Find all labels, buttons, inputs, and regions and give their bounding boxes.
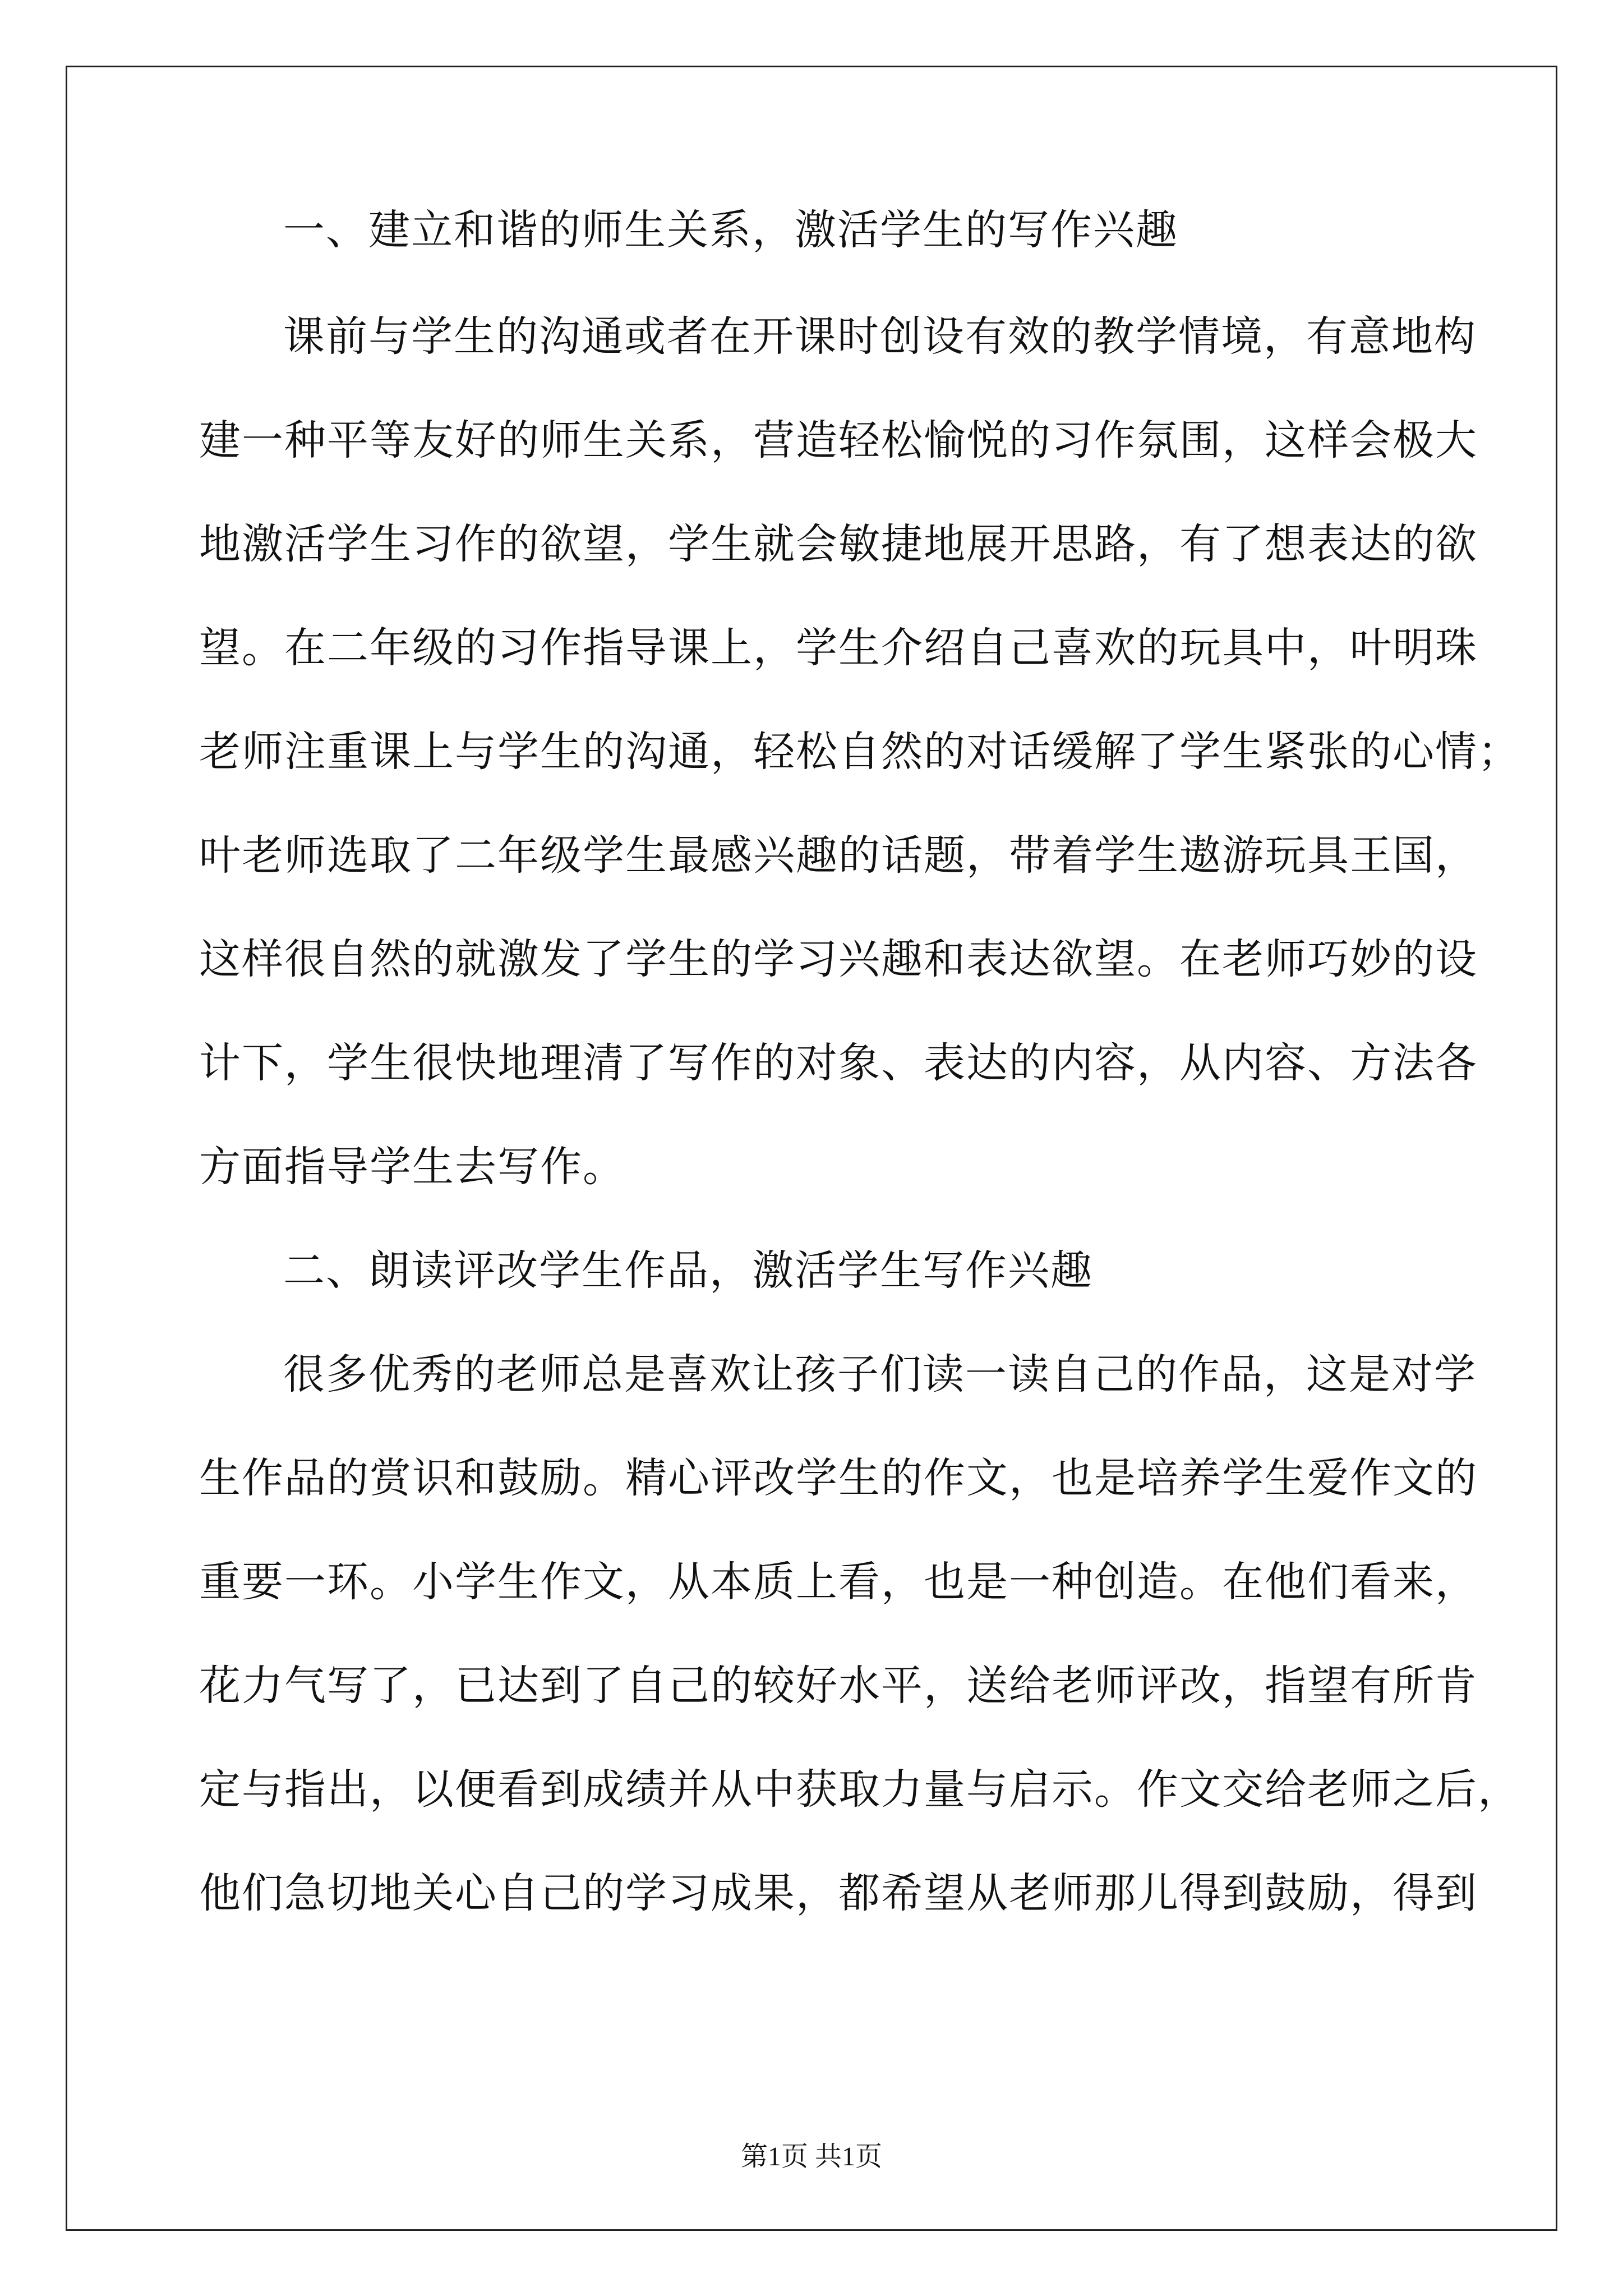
paragraph-line: 生作品的赏识和鼓励。精心评改学生的作文，也是培养学生爱作文的 (199, 1454, 1478, 1502)
paragraph-line: 这样很自然的就激发了学生的学习兴趣和表达欲望。在老师巧妙的设 (199, 935, 1478, 983)
paragraph-line: 望。在二年级的习作指导课上，学生介绍自己喜欢的玩具中，叶明珠 (199, 624, 1478, 672)
paragraph-line: 计下，学生很快地理清了写作的对象、表达的内容，从内容、方法各 (199, 1039, 1478, 1087)
paragraph-line: 他们急切地关心自己的学习成果，都希望从老师那儿得到鼓励，得到 (199, 1869, 1478, 1917)
paragraph-line: 老师注重课上与学生的沟通，轻松自然的对话缓解了学生紧张的心情； (199, 728, 1520, 776)
page-footer: 第1页 共1页 (740, 2142, 882, 2171)
paragraph-line: 定与指出，以便看到成绩并从中获取力量与启示。作文交给老师之后， (199, 1765, 1520, 1814)
paragraph-line: 很多优秀的老师总是喜欢让孩子们读一读自己的作品，这是对学 (283, 1350, 1477, 1398)
paragraph-line: 课前与学生的沟通或者在开课时创设有效的教学情境，有意地构 (283, 312, 1477, 361)
paragraph-line: 地激活学生习作的欲望，学生就会敏捷地展开思路，有了想表达的欲 (199, 520, 1478, 568)
paragraph-line: 叶老师选取了二年级学生最感兴趣的话题，带着学生遨游玩具王国， (199, 831, 1478, 880)
paragraph-line: 重要一环。小学生作文，从本质上看，也是一种创造。在他们看来， (199, 1558, 1478, 1606)
section-heading: 一、建立和谐的师生关系，激活学生的写作兴趣 (283, 206, 1178, 254)
paragraph-line: 花力气写了，已达到了自己的较好水平，送给老师评改，指望有所肯 (199, 1662, 1478, 1710)
paragraph-line: 方面指导学生去写作。 (199, 1143, 625, 1191)
section-heading: 二、朗读评改学生作品，激活学生写作兴趣 (283, 1246, 1093, 1295)
paragraph-line: 建一种平等友好的师生关系，营造轻松愉悦的习作氛围，这样会极大 (199, 416, 1478, 464)
